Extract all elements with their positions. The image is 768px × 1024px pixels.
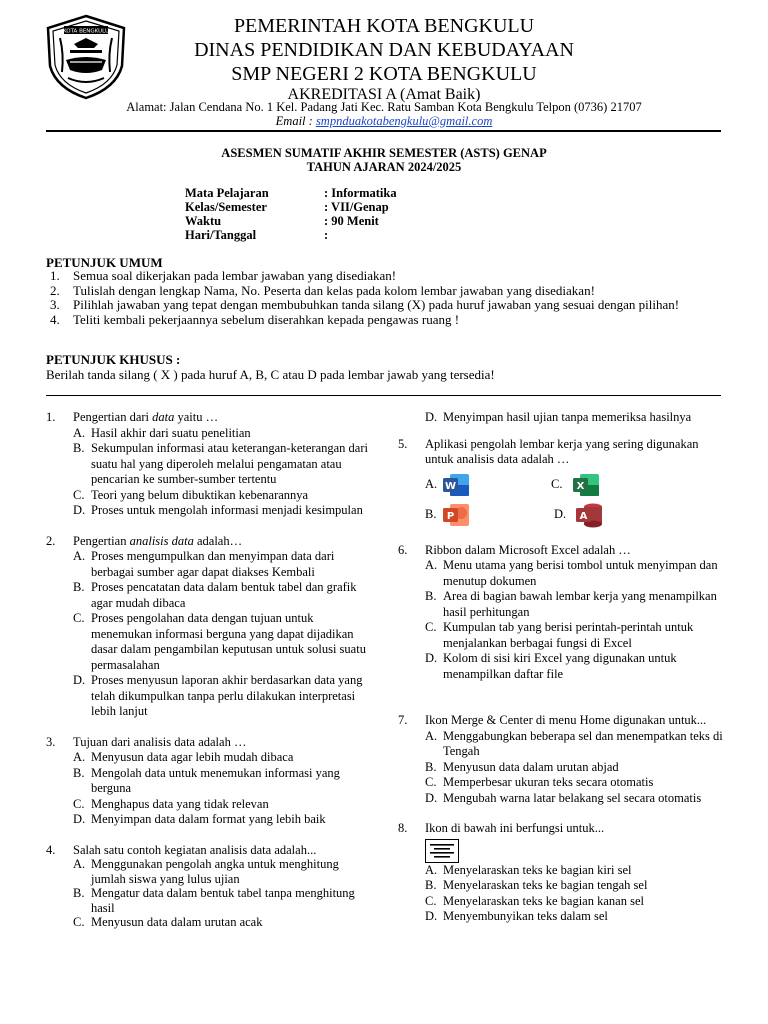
list-item: 2. Tulislah dengan lengkap Nama, No. Peserta dan kelas pada kolom lembar jawaban yang disediakan!	[50, 282, 595, 298]
question-text: Tujuan dari analisis data adalah …	[73, 734, 247, 749]
list-item: 3. Pilihlah jawaban yang tepat dengan membubuhkan tanda silang (X) pada huruf jawaban yang sesuai dengan pilihan!	[50, 297, 680, 312]
question-6: 6. Ribbon dalam Microsoft Excel adalah … A. Menu utama yang berisi tombol untuk menyimpan dan menutup dokumen B. Area di bagian bawah lembar kerja yang menampilkan hasil perhitungan C. Kumpulan tab yang berisi perintah-perintah untuk menjalankan berbagai fungsi di Excel D. Kolom di sisi kiri Excel yang digunakan untuk menampilkan daftar file	[398, 543, 723, 683]
letterhead-line-4: AKREDITASI A (Amat Baik)	[287, 86, 481, 103]
letterhead	[130, 14, 638, 104]
general-instructions-heading: PETUNJUK UMUM	[46, 255, 163, 270]
exam-year: TAHUN AJARAN 2024/2025	[306, 160, 462, 174]
answer-option: B. Mengatur data dalam bentuk tabel tanpa menghitung hasil	[73, 886, 355, 915]
svg-text:W: W	[444, 480, 457, 492]
svg-text:P: P	[446, 510, 455, 522]
question-7: 7. Ikon Merge & Center di menu Home digunakan untuk... A. Menggabungkan beberapa sel dan menempatkan teks di Tengah B. Menyusun data dalam urutan abjad C. Memperbesar ukuran teks secara otomatis D. Mengubah warna latar belakang sel secara otomatis	[398, 713, 723, 805]
question-8: 8. Ikon di bawah ini berfungsi untuk... A. Menyelaraskan teks ke bagian kiri sel B. Menyelaraskan teks ke bagian tengah sel C. Menyelaraskan teks ke bagian kanan sel D. Menyembunyikan teks dalam sel	[398, 821, 723, 925]
excel-icon	[571, 472, 601, 498]
general-instructions-list	[46, 269, 721, 327]
powerpoint-icon	[441, 502, 471, 528]
question-text: Pengertian dari data yaitu …	[73, 410, 219, 424]
question-4-continued	[398, 410, 723, 426]
letterhead-line-2: DINAS PENDIDIKAN DAN KEBUDAYAAN	[194, 39, 574, 61]
question-text: Ikon Merge & Center di menu Home digunakan untuk...	[425, 713, 707, 727]
answer-option: B. Menyelaraskan teks ke bagian tengah sel	[425, 878, 648, 892]
answer-option: B. Sekumpulan informasi atau keterangan-keterangan dari suatu hal yang diperoleh melalui pengamatan atau pencarian ke sumber-sumber tertentu	[73, 441, 368, 486]
answer-option: A. Hasil akhir dari suatu penelitian	[73, 425, 251, 440]
answer-option: C. Teori yang belum dibuktikan kebenarannya	[73, 487, 309, 502]
answer-option-row: A. W C. X	[425, 470, 723, 500]
question-4: 4. Salah satu contoh kegiatan analisis data adalah... A. Menggunakan pengolah angka untuk menghitung jumlah siswa yang lulus ujian B. Mengatur data dalam bentuk tabel tanpa menghitung hasil C. Menyusun data dalam urutan acak	[46, 843, 371, 930]
question-3: 3. Tujuan dari analisis data adalah … A. Menyusun data agar lebih mudah dibaca B. Mengolah data untuk menemukan informasi yang berguna C. Menghapus data yang tidak relevan D. Menyimpan data dalam format yang lebih baik	[46, 735, 371, 828]
info-label: Kelas/Semester	[185, 200, 267, 214]
answer-option: D. Kolom di sisi kiri Excel yang digunakan untuk menampilkan daftar file	[425, 651, 677, 681]
answer-option: A. Menyelaraskan teks ke bagian kiri sel	[425, 862, 632, 877]
questions-right-column	[398, 410, 723, 925]
header-divider	[46, 130, 721, 132]
answer-option: C. Menyusun data dalam urutan acak	[73, 915, 263, 929]
info-value: : Informatika	[324, 186, 397, 200]
answer-option: A. Menu utama yang berisi tombol untuk menyimpan dan menutup dokumen	[425, 558, 718, 588]
email-link[interactable]: smpnduakotabengkulu@gmail.com	[315, 114, 493, 128]
section-divider	[46, 395, 721, 396]
question-5: 5. Aplikasi pengolah lembar kerja yang sering digunakan untuk analisis data adalah … A. W C. X B. P D. A	[398, 437, 723, 530]
questions-left-column	[46, 410, 371, 930]
answer-option: D. Menyimpan hasil ujian tanpa memeriksa hasilnya	[425, 410, 692, 424]
email-label: Email :	[275, 114, 313, 128]
align-center-icon	[425, 839, 459, 863]
answer-option: D. Menyembunyikan teks dalam sel	[425, 909, 608, 923]
letterhead-line-1: PEMERINTAH KOTA BENGKULU	[233, 15, 535, 37]
access-icon	[574, 502, 604, 528]
question-text: Pengertian analisis data adalah…	[73, 533, 243, 548]
answer-option: D. Proses menyusun laporan akhir berdasarkan data yang telah dikumpulkan tanpa perlu dilakukan interpretasi lebih lanjut	[73, 673, 363, 718]
answer-option: A. Proses mengumpulkan dan menyimpan data dari berbagai sumber agar dapat diakses Kembali	[73, 549, 335, 579]
school-address: Alamat: Jalan Cendana No. 1 Kel. Padang Jati Kec. Ratu Samban Kota Bengkulu Telpon (0736) 21707	[126, 100, 642, 114]
letterhead-line-3: SMP NEGERI 2 KOTA BENGKULU	[231, 63, 537, 85]
answer-option: D. Proses untuk mengolah informasi menjadi kesimpulan	[73, 503, 363, 517]
answer-option: D. Mengubah warna latar belakang sel secara otomatis	[425, 790, 702, 805]
info-value: : VII/Genap	[324, 200, 389, 214]
info-value: :	[324, 228, 329, 242]
special-instructions-heading: PETUNJUK KHUSUS :	[46, 352, 181, 367]
info-label: Hari/Tanggal	[185, 228, 257, 242]
answer-option: C. Menghapus data yang tidak relevan	[73, 796, 269, 811]
answer-option: A. Menggunakan pengolah angka untuk menghitung jumlah siswa yang lulus ujian	[73, 857, 339, 886]
svg-text:X: X	[576, 480, 585, 492]
exam-title: ASESMEN SUMATIF AKHIR SEMESTER (ASTS) GENAP	[221, 146, 547, 160]
svg-text:KOTA BENGKULU: KOTA BENGKULU	[62, 28, 110, 35]
info-label: Mata Pelajaran	[185, 186, 269, 200]
answer-option: B. Menyusun data dalam urutan abjad	[425, 759, 619, 774]
answer-option: D. Menyimpan data dalam format yang lebih baik	[73, 812, 326, 826]
question-text: Salah satu contoh kegiatan analisis data adalah...	[73, 842, 317, 857]
question-text: Ikon di bawah ini berfungsi untuk...	[425, 821, 605, 835]
answer-option: A. Menggabungkan beberapa sel dan menempatkan teks di Tengah	[425, 728, 723, 758]
answer-option: C. Memperbesar ukuran teks secara otomatis	[425, 775, 654, 789]
answer-option: C. Proses pengolahan data dengan tujuan untuk menemukan informasi berguna yang dapat dijadikan dasar dalam pengambilan keputusan untuk solusi suatu permasalahan	[73, 611, 366, 672]
info-value: : 90 Menit	[324, 214, 379, 228]
answer-option: B. Mengolah data untuk menemukan informasi yang berguna	[73, 765, 340, 795]
school-email-line	[0, 114, 768, 129]
answer-option: C. Kumpulan tab yang berisi perintah-perintah untuk menjalankan berbagai fungsi di Excel	[425, 620, 694, 650]
exam-info	[185, 186, 397, 242]
info-label: Waktu	[185, 214, 222, 228]
word-icon	[441, 472, 471, 498]
answer-option: C. Menyelaraskan teks ke bagian kanan sel	[425, 893, 644, 908]
answer-option: B. Proses pencatatan data dalam bentuk tabel dan grafik agar mudah dibaca	[73, 580, 357, 610]
special-instructions-text: Berilah tanda silang ( X ) pada huruf A, B, C atau D pada lembar jawab yang tersedia!	[46, 367, 495, 382]
question-1: 1. Pengertian dari data yaitu … A. Hasil akhir dari suatu penelitian B. Sekumpulan informasi atau keterangan-keterangan dari suatu hal yang diperoleh melalui pengamatan atau pencarian ke sumber-sumber tertentu C. Teori yang belum dibuktikan kebenarannya D. Proses untuk mengolah informasi menjadi kesimpulan	[46, 410, 371, 519]
question-text: Ribbon dalam Microsoft Excel adalah …	[425, 542, 631, 557]
svg-text:A: A	[579, 510, 588, 522]
list-item: 1. Semua soal dikerjakan pada lembar jawaban yang disediakan!	[50, 268, 397, 283]
question-text: Aplikasi pengolah lembar kerja yang sering digunakan untuk analisis data adalah …	[425, 436, 699, 466]
answer-option-row: B. P D. A	[425, 500, 723, 530]
school-logo	[44, 14, 128, 100]
answer-option: B. Area di bagian bawah lembar kerja yang menampilkan hasil perhitungan	[425, 589, 717, 619]
list-item: 4. Teliti kembali pekerjaannya sebelum diserahkan kepada pengawas ruang !	[50, 311, 460, 327]
answer-option: A. Menyusun data agar lebih mudah dibaca	[73, 750, 294, 764]
question-2: 2. Pengertian analisis data adalah… A. Proses mengumpulkan dan menyimpan data dari berbagai sumber agar dapat diakses Kembali B. Proses pencatatan data dalam bentuk tabel dan grafik agar mudah dibaca C. Proses pengolahan data dengan tujuan untuk menemukan informasi berguna yang dapat dijadikan dasar dalam pengambilan keputusan untuk solusi suatu permasalahan D. Proses menyusun laporan akhir berdasarkan data yang telah dikumpulkan tanpa perlu dilakukan interpretasi lebih lanjut	[46, 534, 371, 720]
